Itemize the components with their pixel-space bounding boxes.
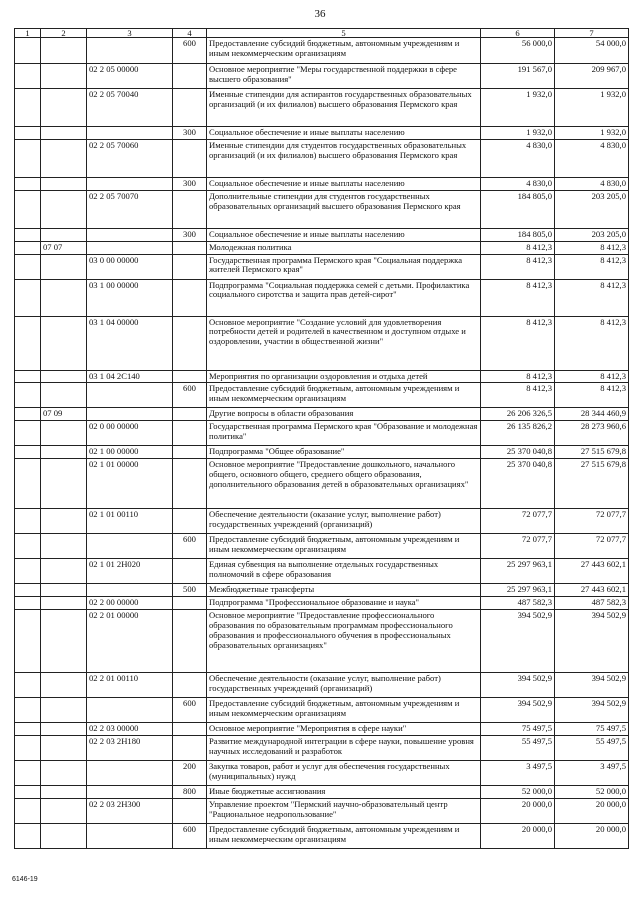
expense-type-cell bbox=[173, 370, 207, 383]
table-row bbox=[15, 459, 629, 509]
amount-year-2-cell: 27 443 602,1 bbox=[555, 559, 629, 584]
table-row bbox=[15, 785, 629, 798]
table-row bbox=[15, 534, 629, 559]
item-name-cell: Предоставление субсидий бюджетным, автономным учреждениям и иным некоммерческим организациям bbox=[207, 38, 481, 64]
target-article-cell bbox=[87, 177, 173, 190]
amount-year-2-cell: 8 412,3 bbox=[555, 241, 629, 254]
item-name-cell: Обеспечение деятельности (оказание услуг, выполнение работ) государственных учреждений (организаций) bbox=[207, 672, 481, 697]
amount-year-2-cell: 203 205,0 bbox=[555, 228, 629, 241]
amount-year-2-cell: 8 412,3 bbox=[555, 279, 629, 316]
amount-year-1-cell: 8 412,3 bbox=[481, 383, 555, 408]
item-name-cell: Молодежная политика bbox=[207, 241, 481, 254]
subsection-cell bbox=[41, 190, 87, 228]
expense-type-cell bbox=[173, 408, 207, 421]
amount-year-1-cell: 4 830,0 bbox=[481, 177, 555, 190]
amount-year-2-cell: 55 497,5 bbox=[555, 735, 629, 760]
table-row bbox=[15, 697, 629, 722]
amount-year-2-cell: 209 967,0 bbox=[555, 64, 629, 89]
expense-type-cell bbox=[173, 735, 207, 760]
expense-type-cell bbox=[173, 559, 207, 584]
section-cell bbox=[15, 697, 41, 722]
subsection-cell bbox=[41, 697, 87, 722]
expense-type-cell: 800 bbox=[173, 785, 207, 798]
section-cell bbox=[15, 823, 41, 848]
target-article-cell: 02 1 01 00000 bbox=[87, 459, 173, 509]
expense-type-cell: 300 bbox=[173, 228, 207, 241]
item-name-cell: Социальное обеспечение и иные выплаты населению bbox=[207, 127, 481, 140]
section-cell bbox=[15, 534, 41, 559]
amount-year-1-cell: 52 000,0 bbox=[481, 785, 555, 798]
amount-year-2-cell: 27 515 679,8 bbox=[555, 459, 629, 509]
column-header: 7 bbox=[555, 29, 629, 38]
table-row bbox=[15, 672, 629, 697]
table-row bbox=[15, 609, 629, 672]
subsection-cell bbox=[41, 421, 87, 446]
section-cell bbox=[15, 64, 41, 89]
table-row bbox=[15, 559, 629, 584]
table-row bbox=[15, 139, 629, 177]
target-article-cell: 02 2 03 2Н300 bbox=[87, 798, 173, 823]
item-name-cell: Подпрограмма "Общее образование" bbox=[207, 446, 481, 459]
section-cell bbox=[15, 38, 41, 64]
item-name-cell: Именные стипендии для аспирантов государственных образовательных организаций (и их филиалов) высшего образования Пермского края bbox=[207, 89, 481, 127]
target-article-cell bbox=[87, 38, 173, 64]
amount-year-1-cell: 487 582,3 bbox=[481, 597, 555, 610]
item-name-cell: Основное мероприятие "Предоставление дошкольного, начального общего, основного общего, среднего общего образования, дополнительного образования детей в образовательных организациях" bbox=[207, 459, 481, 509]
item-name-cell: Предоставление субсидий бюджетным, автономным учреждениям и иным некоммерческим организациям bbox=[207, 534, 481, 559]
expense-type-cell bbox=[173, 254, 207, 279]
subsection-cell bbox=[41, 672, 87, 697]
subsection-cell bbox=[41, 798, 87, 823]
section-cell bbox=[15, 722, 41, 735]
amount-year-2-cell: 3 497,5 bbox=[555, 760, 629, 785]
expense-type-cell: 300 bbox=[173, 127, 207, 140]
item-name-cell: Иные бюджетные ассигнования bbox=[207, 785, 481, 798]
target-article-cell: 02 2 05 70060 bbox=[87, 139, 173, 177]
table-row bbox=[15, 823, 629, 848]
target-article-cell: 02 2 05 00000 bbox=[87, 64, 173, 89]
amount-year-1-cell: 1 932,0 bbox=[481, 127, 555, 140]
table-row bbox=[15, 89, 629, 127]
amount-year-1-cell: 25 370 040,8 bbox=[481, 459, 555, 509]
amount-year-2-cell: 75 497,5 bbox=[555, 722, 629, 735]
target-article-cell bbox=[87, 383, 173, 408]
amount-year-1-cell: 26 135 826,2 bbox=[481, 421, 555, 446]
target-article-cell: 02 2 03 2Н180 bbox=[87, 735, 173, 760]
section-cell bbox=[15, 446, 41, 459]
amount-year-1-cell: 394 502,9 bbox=[481, 672, 555, 697]
subsection-cell bbox=[41, 459, 87, 509]
subsection-cell bbox=[41, 735, 87, 760]
amount-year-2-cell: 72 077,7 bbox=[555, 534, 629, 559]
amount-year-1-cell: 8 412,3 bbox=[481, 370, 555, 383]
table-row bbox=[15, 421, 629, 446]
subsection-cell bbox=[41, 584, 87, 597]
expense-type-cell bbox=[173, 316, 207, 370]
amount-year-1-cell: 75 497,5 bbox=[481, 722, 555, 735]
section-cell bbox=[15, 316, 41, 370]
amount-year-2-cell: 4 830,0 bbox=[555, 139, 629, 177]
item-name-cell: Подпрограмма "Социальная поддержка семей с детьми. Профилактика социального сиротства и защита прав детей-сирот" bbox=[207, 279, 481, 316]
section-cell bbox=[15, 609, 41, 672]
amount-year-1-cell: 25 297 963,1 bbox=[481, 559, 555, 584]
subsection-cell bbox=[41, 89, 87, 127]
section-cell bbox=[15, 370, 41, 383]
item-name-cell: Социальное обеспечение и иные выплаты населению bbox=[207, 228, 481, 241]
section-cell bbox=[15, 421, 41, 446]
table-row bbox=[15, 798, 629, 823]
table-row bbox=[15, 584, 629, 597]
expense-type-cell: 600 bbox=[173, 534, 207, 559]
target-article-cell bbox=[87, 127, 173, 140]
target-article-cell: 03 1 04 2С140 bbox=[87, 370, 173, 383]
subsection-cell bbox=[41, 64, 87, 89]
amount-year-2-cell: 394 502,9 bbox=[555, 672, 629, 697]
target-article-cell: 02 2 01 00000 bbox=[87, 609, 173, 672]
amount-year-1-cell: 25 297 963,1 bbox=[481, 584, 555, 597]
amount-year-1-cell: 394 502,9 bbox=[481, 697, 555, 722]
amount-year-2-cell: 487 582,3 bbox=[555, 597, 629, 610]
amount-year-1-cell: 191 567,0 bbox=[481, 64, 555, 89]
amount-year-2-cell: 28 273 960,6 bbox=[555, 421, 629, 446]
item-name-cell: Социальное обеспечение и иные выплаты населению bbox=[207, 177, 481, 190]
item-name-cell: Единая субвенция на выполнение отдельных государственных полномочий в сфере образования bbox=[207, 559, 481, 584]
amount-year-2-cell: 8 412,3 bbox=[555, 370, 629, 383]
target-article-cell: 03 1 04 00000 bbox=[87, 316, 173, 370]
subsection-cell bbox=[41, 760, 87, 785]
section-cell bbox=[15, 241, 41, 254]
column-header: 2 bbox=[41, 29, 87, 38]
column-number-row bbox=[15, 29, 629, 38]
expense-type-cell: 200 bbox=[173, 760, 207, 785]
amount-year-1-cell: 25 370 040,8 bbox=[481, 446, 555, 459]
footer-code: 6146-19 bbox=[12, 876, 38, 883]
amount-year-1-cell: 4 830,0 bbox=[481, 139, 555, 177]
expense-type-cell: 600 bbox=[173, 38, 207, 64]
amount-year-1-cell: 55 497,5 bbox=[481, 735, 555, 760]
expense-type-cell bbox=[173, 597, 207, 610]
expense-type-cell: 600 bbox=[173, 823, 207, 848]
target-article-cell bbox=[87, 228, 173, 241]
amount-year-2-cell: 394 502,9 bbox=[555, 697, 629, 722]
column-header: 1 bbox=[15, 29, 41, 38]
subsection-cell bbox=[41, 823, 87, 848]
item-name-cell: Государственная программа Пермского края "Образование и молодежная политика" bbox=[207, 421, 481, 446]
target-article-cell bbox=[87, 584, 173, 597]
amount-year-2-cell: 4 830,0 bbox=[555, 177, 629, 190]
table-row bbox=[15, 127, 629, 140]
column-header: 5 bbox=[207, 29, 481, 38]
table-row bbox=[15, 370, 629, 383]
table-row bbox=[15, 177, 629, 190]
amount-year-2-cell: 54 000,0 bbox=[555, 38, 629, 64]
amount-year-1-cell: 3 497,5 bbox=[481, 760, 555, 785]
subsection-cell: 07 07 bbox=[41, 241, 87, 254]
target-article-cell bbox=[87, 697, 173, 722]
target-article-cell: 02 2 05 70040 bbox=[87, 89, 173, 127]
item-name-cell: Другие вопросы в области образования bbox=[207, 408, 481, 421]
expense-type-cell bbox=[173, 241, 207, 254]
expense-type-cell bbox=[173, 89, 207, 127]
amount-year-2-cell: 28 344 460,9 bbox=[555, 408, 629, 421]
item-name-cell: Государственная программа Пермского края "Социальная поддержка жителей Пермского края" bbox=[207, 254, 481, 279]
amount-year-1-cell: 1 932,0 bbox=[481, 89, 555, 127]
expense-type-cell bbox=[173, 722, 207, 735]
column-header: 4 bbox=[173, 29, 207, 38]
amount-year-1-cell: 20 000,0 bbox=[481, 823, 555, 848]
table-row bbox=[15, 760, 629, 785]
subsection-cell bbox=[41, 370, 87, 383]
table-row bbox=[15, 254, 629, 279]
target-article-cell: 02 1 01 00110 bbox=[87, 509, 173, 534]
subsection-cell bbox=[41, 509, 87, 534]
item-name-cell: Подпрограмма "Профессиональное образование и наука" bbox=[207, 597, 481, 610]
section-cell bbox=[15, 459, 41, 509]
expense-type-cell bbox=[173, 509, 207, 534]
amount-year-2-cell: 1 932,0 bbox=[555, 127, 629, 140]
table-row bbox=[15, 228, 629, 241]
section-cell bbox=[15, 139, 41, 177]
expense-type-cell bbox=[173, 798, 207, 823]
subsection-cell bbox=[41, 228, 87, 241]
expense-type-cell: 600 bbox=[173, 697, 207, 722]
table-row bbox=[15, 446, 629, 459]
item-name-cell: Основное мероприятие "Меры государственной поддержки в сфере высшего образования" bbox=[207, 64, 481, 89]
section-cell bbox=[15, 190, 41, 228]
page-number: 36 bbox=[314, 8, 326, 20]
item-name-cell: Управление проектом "Пермский научно-образовательный центр "Рациональное недропользование" bbox=[207, 798, 481, 823]
amount-year-2-cell: 52 000,0 bbox=[555, 785, 629, 798]
amount-year-1-cell: 8 412,3 bbox=[481, 254, 555, 279]
section-cell bbox=[15, 127, 41, 140]
subsection-cell bbox=[41, 597, 87, 610]
item-name-cell: Предоставление субсидий бюджетным, автономным учреждениям и иным некоммерческим организациям bbox=[207, 383, 481, 408]
table-row bbox=[15, 316, 629, 370]
target-article-cell: 02 1 01 2Н020 bbox=[87, 559, 173, 584]
target-article-cell bbox=[87, 534, 173, 559]
amount-year-1-cell: 184 805,0 bbox=[481, 228, 555, 241]
section-cell bbox=[15, 279, 41, 316]
item-name-cell: Основное мероприятие "Мероприятия в сфере науки" bbox=[207, 722, 481, 735]
table-row bbox=[15, 383, 629, 408]
table-row bbox=[15, 735, 629, 760]
item-name-cell: Обеспечение деятельности (оказание услуг, выполнение работ) государственных учреждений (организаций) bbox=[207, 509, 481, 534]
amount-year-2-cell: 8 412,3 bbox=[555, 316, 629, 370]
section-cell bbox=[15, 785, 41, 798]
target-article-cell bbox=[87, 408, 173, 421]
subsection-cell bbox=[41, 38, 87, 64]
target-article-cell bbox=[87, 241, 173, 254]
expense-type-cell: 500 bbox=[173, 584, 207, 597]
amount-year-2-cell: 20 000,0 bbox=[555, 798, 629, 823]
target-article-cell: 02 1 00 00000 bbox=[87, 446, 173, 459]
amount-year-1-cell: 8 412,3 bbox=[481, 316, 555, 370]
amount-year-2-cell: 20 000,0 bbox=[555, 823, 629, 848]
expense-type-cell: 600 bbox=[173, 383, 207, 408]
table-row bbox=[15, 241, 629, 254]
amount-year-1-cell: 26 206 326,5 bbox=[481, 408, 555, 421]
table-row bbox=[15, 279, 629, 316]
expense-type-cell bbox=[173, 139, 207, 177]
table-row bbox=[15, 597, 629, 610]
subsection-cell bbox=[41, 559, 87, 584]
item-name-cell: Предоставление субсидий бюджетным, автономным учреждениям и иным некоммерческим организациям bbox=[207, 697, 481, 722]
subsection-cell bbox=[41, 446, 87, 459]
section-cell bbox=[15, 89, 41, 127]
amount-year-1-cell: 394 502,9 bbox=[481, 609, 555, 672]
target-article-cell bbox=[87, 785, 173, 798]
item-name-cell: Основное мероприятие "Создание условий для удовлетворения потребности детей и родителей в качественном и доступном отдыхе и оздоровлении, участии в общественной жизни" bbox=[207, 316, 481, 370]
table-row bbox=[15, 64, 629, 89]
section-cell bbox=[15, 408, 41, 421]
amount-year-2-cell: 1 932,0 bbox=[555, 89, 629, 127]
target-article-cell: 02 2 03 00000 bbox=[87, 722, 173, 735]
amount-year-1-cell: 8 412,3 bbox=[481, 241, 555, 254]
item-name-cell: Межбюджетные трансферты bbox=[207, 584, 481, 597]
section-cell bbox=[15, 228, 41, 241]
subsection-cell bbox=[41, 609, 87, 672]
subsection-cell bbox=[41, 722, 87, 735]
section-cell bbox=[15, 597, 41, 610]
item-name-cell: Мероприятия по организации оздоровления и отдыха детей bbox=[207, 370, 481, 383]
amount-year-1-cell: 20 000,0 bbox=[481, 798, 555, 823]
expense-type-cell bbox=[173, 672, 207, 697]
target-article-cell bbox=[87, 823, 173, 848]
table-row bbox=[15, 722, 629, 735]
table-row bbox=[15, 38, 629, 64]
item-name-cell: Дополнительные стипендии для студентов государственных образовательных организаций высшего образования Пермского края bbox=[207, 190, 481, 228]
amount-year-2-cell: 8 412,3 bbox=[555, 254, 629, 279]
subsection-cell bbox=[41, 139, 87, 177]
section-cell bbox=[15, 383, 41, 408]
subsection-cell bbox=[41, 534, 87, 559]
section-cell bbox=[15, 760, 41, 785]
subsection-cell bbox=[41, 785, 87, 798]
column-header: 3 bbox=[87, 29, 173, 38]
amount-year-2-cell: 394 502,9 bbox=[555, 609, 629, 672]
amount-year-2-cell: 203 205,0 bbox=[555, 190, 629, 228]
section-cell bbox=[15, 584, 41, 597]
subsection-cell bbox=[41, 254, 87, 279]
item-name-cell: Закупка товаров, работ и услуг для обеспечения государственных (муниципальных) нужд bbox=[207, 760, 481, 785]
column-header: 6 bbox=[481, 29, 555, 38]
amount-year-1-cell: 72 077,7 bbox=[481, 509, 555, 534]
amount-year-2-cell: 27 443 602,1 bbox=[555, 584, 629, 597]
table-row bbox=[15, 190, 629, 228]
target-article-cell: 03 0 00 00000 bbox=[87, 254, 173, 279]
section-cell bbox=[15, 177, 41, 190]
amount-year-1-cell: 184 805,0 bbox=[481, 190, 555, 228]
section-cell bbox=[15, 509, 41, 534]
item-name-cell: Основное мероприятие "Предоставление профессионального образования по образовательным программам профессионального образования и профессионального обучения в профессиональных образовательных организациях" bbox=[207, 609, 481, 672]
amount-year-2-cell: 72 077,7 bbox=[555, 509, 629, 534]
expense-type-cell bbox=[173, 459, 207, 509]
target-article-cell: 02 2 05 70070 bbox=[87, 190, 173, 228]
subsection-cell bbox=[41, 316, 87, 370]
expense-type-cell bbox=[173, 446, 207, 459]
expense-type-cell bbox=[173, 64, 207, 89]
subsection-cell bbox=[41, 127, 87, 140]
expense-type-cell bbox=[173, 421, 207, 446]
expense-type-cell bbox=[173, 279, 207, 316]
expense-type-cell: 300 bbox=[173, 177, 207, 190]
target-article-cell: 03 1 00 00000 bbox=[87, 279, 173, 316]
table-row bbox=[15, 408, 629, 421]
section-cell bbox=[15, 254, 41, 279]
section-cell bbox=[15, 559, 41, 584]
item-name-cell: Именные стипендии для студентов государственных образовательных организаций (и их филиалов) высшего образования Пермского края bbox=[207, 139, 481, 177]
target-article-cell: 02 0 00 00000 bbox=[87, 421, 173, 446]
amount-year-1-cell: 72 077,7 bbox=[481, 534, 555, 559]
amount-year-2-cell: 27 515 679,8 bbox=[555, 446, 629, 459]
target-article-cell: 02 2 01 00110 bbox=[87, 672, 173, 697]
budget-table bbox=[14, 28, 629, 849]
expense-type-cell bbox=[173, 190, 207, 228]
table-row bbox=[15, 509, 629, 534]
amount-year-1-cell: 8 412,3 bbox=[481, 279, 555, 316]
item-name-cell: Предоставление субсидий бюджетным, автономным учреждениям и иным некоммерческим организациям bbox=[207, 823, 481, 848]
subsection-cell bbox=[41, 279, 87, 316]
section-cell bbox=[15, 735, 41, 760]
section-cell bbox=[15, 798, 41, 823]
subsection-cell bbox=[41, 383, 87, 408]
item-name-cell: Развитие международной интеграции в сфере науки, повышение уровня научных исследований и разработок bbox=[207, 735, 481, 760]
target-article-cell: 02 2 00 00000 bbox=[87, 597, 173, 610]
amount-year-1-cell: 56 000,0 bbox=[481, 38, 555, 64]
expense-type-cell bbox=[173, 609, 207, 672]
subsection-cell bbox=[41, 177, 87, 190]
section-cell bbox=[15, 672, 41, 697]
amount-year-2-cell: 8 412,3 bbox=[555, 383, 629, 408]
subsection-cell: 07 09 bbox=[41, 408, 87, 421]
target-article-cell bbox=[87, 760, 173, 785]
